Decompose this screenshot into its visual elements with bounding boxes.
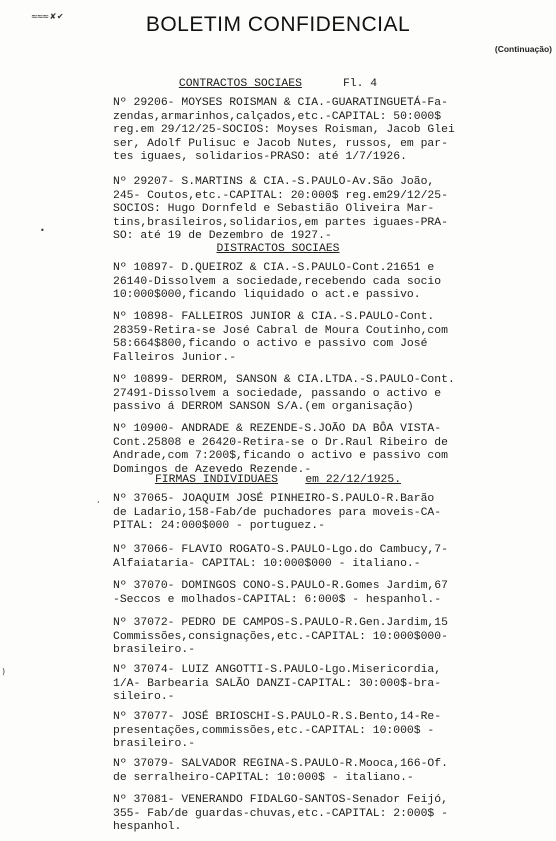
entry-37065: Nº 37065- JOAQUIM JOSÉ PINHEIRO-S.PAULO-R.Barão de Ladario,158-Fab/de puchadores para moveis-CA- PITAL: 24:000$000 - portuguez.- (113, 493, 442, 533)
entry-37074: Nº 37074- LUIZ ANGOTTI-S.PAULO-Lgo.Misericordia, 1/A- Barbearia SALÃO DANZI-CAPITAL: 30:000$-bra- sileiro.- (113, 664, 442, 704)
entry-37070: Nº 37070- DOMINGOS CONO-S.PAULO-R.Gomes Jardim,67 -Seccos e molhados-CAPITAL: 6:000$ - hespanhol.- (113, 580, 448, 606)
entry-29206: Nº 29206- MOYSES ROISMAN & CIA.-GUARATINGUETÁ-Fa- zendas,armarinhos,calçados,etc.-CAPITAL: 50:000$ reg.em 29/12/25-SOCIOS: Moyses Roisman, Jacob Glei ser, Adolf Pulisuc e Jacob Nutes, russos, em par- tes iguaes, solidarios-PRASO: até 1/7/1926. (113, 97, 455, 164)
entry-37077: Nº 37077- JOSÉ BRIOSCHI-S.PAULO-R.S.Bento,14-Re- presentações,commissões,etc.-CAPITAL: 10:000$ - brasileiro.- (113, 711, 442, 751)
entry-10899: Nº 10899- DERROM, SANSON & CIA.LTDA.-S.PAULO-Cont. 27491-Dissolvem a sociedade, passando o activo e passivo á DERROM SANSON S/A.(em organisação) (113, 374, 455, 414)
entry-29207: Nº 29207- S.MARTINS & CIA.-S.PAULO-Av.São João, 245- Coutos,etc.-CAPITAL: 20:000$ reg.em29/12/25- SOCIOS: Hugo Dornfeld e Sebastião Oliveira Mar- tins,brasileiros,solidarios,em partes iguaes-PRA- SO: até 19 de Dezembro de 1927.- (113, 176, 448, 243)
section-header-distractos (0, 243, 556, 257)
entry-10898: Nº 10898- FALLEIROS JUNIOR & CIA.-S.PAULO-Cont. 28359-Retira-se José Cabral de Moura Coutinho,com 58:664$800,ficando o activo e passivo com José Falleiros Junior.- (113, 311, 448, 364)
entry-10897: Nº 10897- D.QUEIROZ & CIA.-S.PAULO-Cont.21651 e 26140-Dissolvem a sociedade,recebendo cada socio 10:000$000,ficando liquidado o act.e passivo. (113, 262, 442, 302)
continuation-label: (Continuação) (494, 44, 552, 54)
section-header-contractos (0, 78, 556, 92)
ink-speck: • (40, 226, 45, 235)
section-title: FIRMAS INDIVIDUAES (154, 474, 278, 486)
corner-stamp-mark: ≈≈≈ ✘ ✔ (31, 12, 63, 21)
entry-37081: Nº 37081- VENERANDO FIDALGO-SANTOS-Senador Feijó, 355- Fab/de guardas-chuvas,etc.-CAPITAL: 2:000$ - hespanhol. (113, 794, 448, 834)
entry-10900: Nº 10900- ANDRADE & REZENDE-S.JOÃO DA BÔA VISTA- Cont.25808 e 26420-Retira-se o Dr.Raul Ribeiro de Andrade,com 7:200$,ficando o activo e passivo com Domingos de Azevedo Rezende.- (113, 423, 448, 476)
section-date: em 22/12/1925. (305, 474, 402, 486)
document-title: BOLETIM CONFIDENCIAL (145, 13, 411, 36)
section-title: CONTRACTOS SOCIAES (178, 78, 302, 90)
ink-speck: ‘ (97, 500, 100, 509)
entry-37072: Nº 37072- PEDRO DE CAMPOS-S.PAULO-R.Gen.Jardim,15 Commissões,consignações,etc.-CAPITAL: 10:000$000- brasileiro.- (113, 617, 448, 657)
section-header-firmas (0, 474, 556, 488)
entry-37079: Nº 37079- SALVADOR REGINA-S.PAULO-R.Mooca,166-Of. de serralheiro-CAPITAL: 10:000$ - italiano.- (113, 758, 448, 784)
section-title: DISTRACTOS SOCIAES (216, 243, 340, 255)
entry-37066: Nº 37066- FLAVIO ROGATO-S.PAULO-Lgo.do Cambucy,7- Alfaiataria- CAPITAL: 10:000$000 - italiano.- (113, 544, 448, 570)
ink-speck: ) (2, 667, 6, 676)
folio-number: Fl. 4 (342, 78, 378, 90)
